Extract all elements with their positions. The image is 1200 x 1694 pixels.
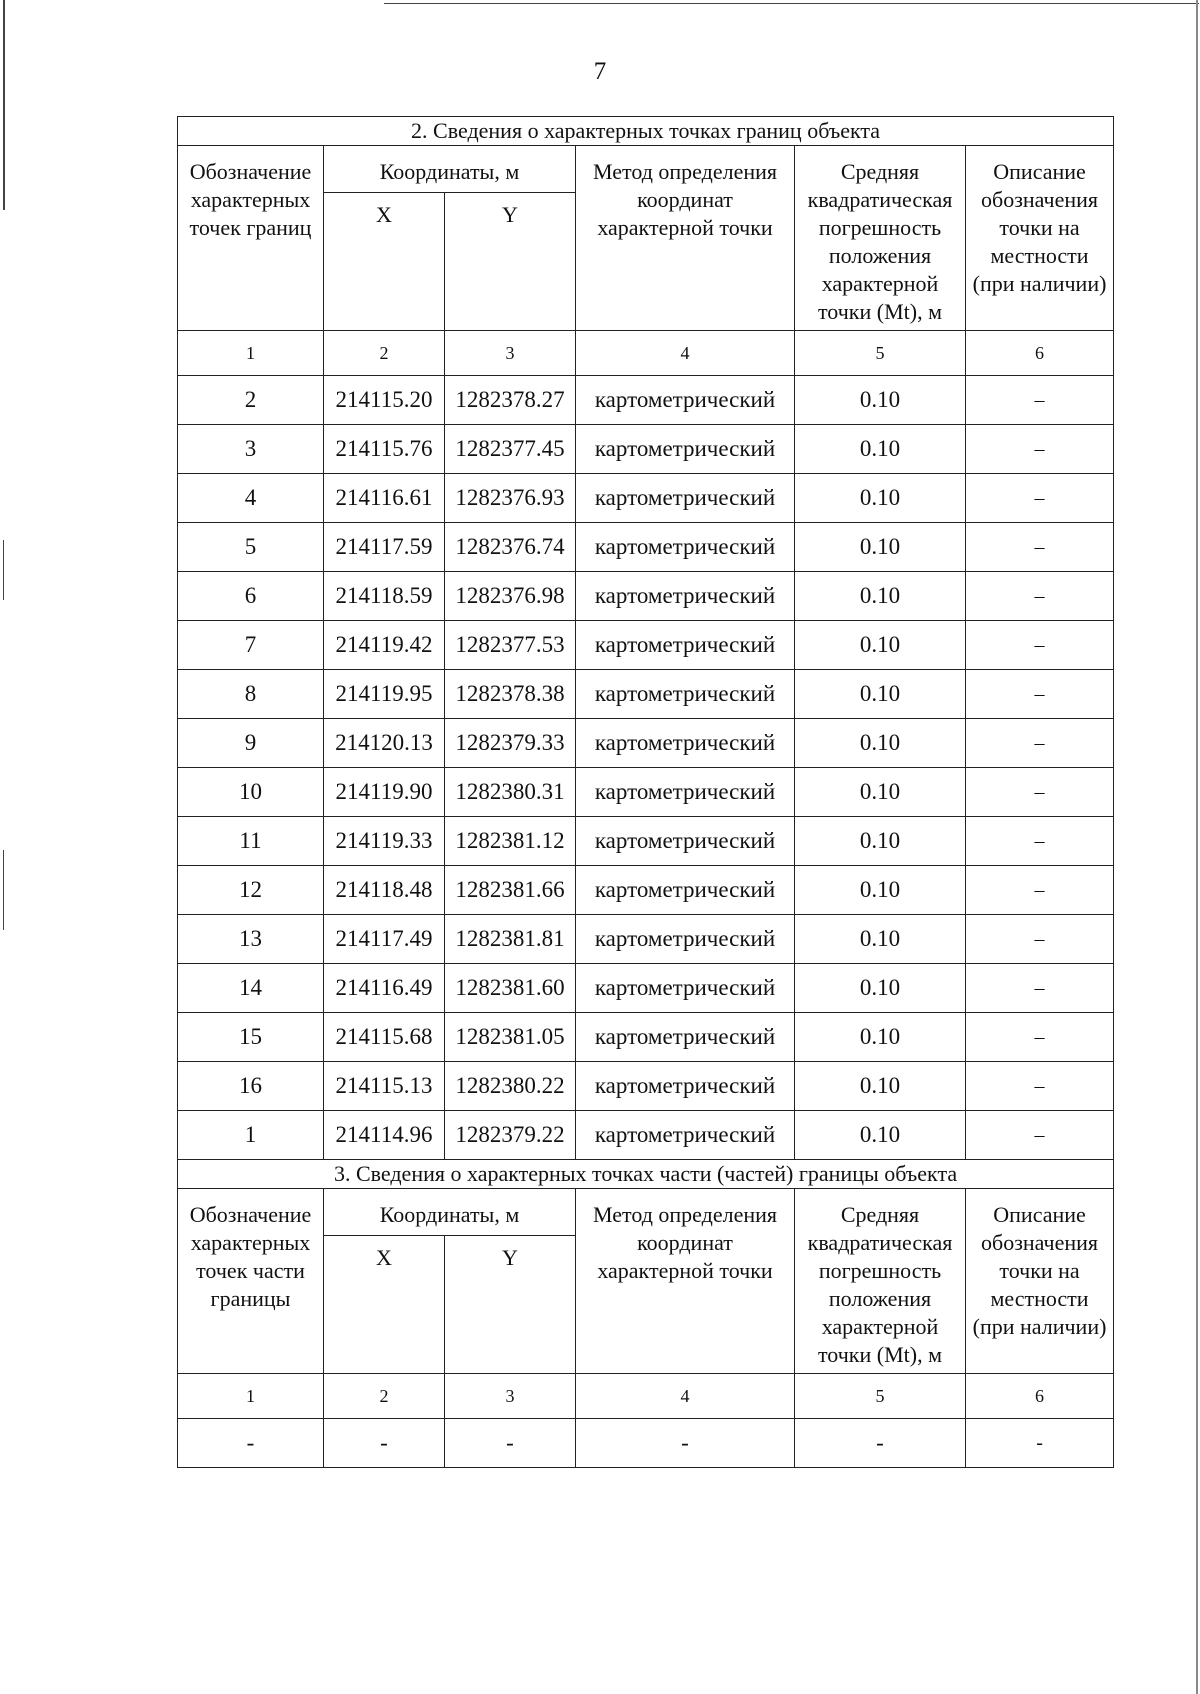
table-cell: 0.10 <box>795 621 966 670</box>
table-cell: 1282379.22 <box>445 1111 576 1160</box>
table-cell: 1282376.74 <box>445 523 576 572</box>
table-cell: – <box>966 1111 1114 1160</box>
table-cell: картометрический <box>576 964 795 1013</box>
table-cell: 0.10 <box>795 817 966 866</box>
table-cell: картометрический <box>576 425 795 474</box>
section3-header-method: Метод определения координат характерной точки <box>576 1189 795 1374</box>
table-cell: 214115.68 <box>324 1013 445 1062</box>
table-cell: картометрический <box>576 523 795 572</box>
table-cell: – <box>966 572 1114 621</box>
table-cell: 0.10 <box>795 768 966 817</box>
index-cell: 2 <box>324 1374 445 1419</box>
table-cell: картометрический <box>576 670 795 719</box>
table-cell: 16 <box>178 1062 324 1111</box>
table-cell: 0.10 <box>795 915 966 964</box>
index-cell: 3 <box>445 1374 576 1419</box>
table-cell: картометрический <box>576 1062 795 1111</box>
table-cell: 14 <box>178 964 324 1013</box>
page-number: 7 <box>593 58 607 85</box>
table-cell: 11 <box>178 817 324 866</box>
table-cell: 1282377.45 <box>445 425 576 474</box>
table-cell: – <box>966 915 1114 964</box>
table-cell: - <box>576 1419 795 1468</box>
section2-index-row <box>178 331 1114 376</box>
table-row <box>178 572 1114 621</box>
table-cell: 12 <box>178 866 324 915</box>
table-cell: – <box>966 621 1114 670</box>
table-cell: 214115.76 <box>324 425 445 474</box>
table-row <box>178 1419 1114 1468</box>
table-cell: картометрический <box>576 1111 795 1160</box>
section2-header-x: X <box>324 193 445 331</box>
section2-header-description: Описание обозначения точки на местности (при наличии) <box>966 146 1114 331</box>
index-cell: 6 <box>966 331 1114 376</box>
table-row <box>178 817 1114 866</box>
index-cell: 1 <box>178 1374 324 1419</box>
table-cell: 0.10 <box>795 670 966 719</box>
table-cell: картометрический <box>576 719 795 768</box>
table-cell: 0.10 <box>795 1013 966 1062</box>
section3-rows <box>178 1419 1114 1468</box>
table-cell: 214117.49 <box>324 915 445 964</box>
table-cell: 1282376.98 <box>445 572 576 621</box>
section2-rows <box>178 376 1114 1160</box>
table-cell: 214115.13 <box>324 1062 445 1111</box>
table-cell: 15 <box>178 1013 324 1062</box>
index-cell: 4 <box>576 1374 795 1419</box>
table-cell: 0.10 <box>795 523 966 572</box>
table-cell: 214119.33 <box>324 817 445 866</box>
table-cell: 214119.42 <box>324 621 445 670</box>
table-cell: – <box>966 817 1114 866</box>
table-cell: 0.10 <box>795 376 966 425</box>
table-cell: - <box>178 1419 324 1468</box>
table-row <box>178 719 1114 768</box>
section3-header-description: Описание обозначения точки на местности (при наличии) <box>966 1189 1114 1374</box>
section3-index-row <box>178 1374 1114 1419</box>
table-cell: 1282377.53 <box>445 621 576 670</box>
table-cell: 1282381.81 <box>445 915 576 964</box>
section3-header-coordinates: Координаты, м <box>324 1189 576 1236</box>
table-cell: - <box>445 1419 576 1468</box>
table-cell: – <box>966 670 1114 719</box>
table-cell: 1282381.60 <box>445 964 576 1013</box>
table-cell: 214118.59 <box>324 572 445 621</box>
table-cell: 3 <box>178 425 324 474</box>
table-row <box>178 523 1114 572</box>
table-cell: 0.10 <box>795 1111 966 1160</box>
table-cell: 214119.95 <box>324 670 445 719</box>
index-cell: 4 <box>576 331 795 376</box>
table-cell: 0.10 <box>795 719 966 768</box>
table-cell: 214117.59 <box>324 523 445 572</box>
scan-left-edge <box>3 0 5 210</box>
table-cell: - <box>795 1419 966 1468</box>
table-cell: 214118.48 <box>324 866 445 915</box>
table-cell: 5 <box>178 523 324 572</box>
table-cell: – <box>966 1062 1114 1111</box>
table-cell: картометрический <box>576 1013 795 1062</box>
table-cell: 13 <box>178 915 324 964</box>
table-cell: – <box>966 376 1114 425</box>
table-row <box>178 1062 1114 1111</box>
scan-right-edge <box>1196 0 1198 1694</box>
scan-left-edge-mark <box>3 850 4 930</box>
table-cell: картометрический <box>576 474 795 523</box>
table-row <box>178 915 1114 964</box>
table-cell: 1282381.12 <box>445 817 576 866</box>
table-row <box>178 474 1114 523</box>
table-cell: 4 <box>178 474 324 523</box>
table-cell: - <box>324 1419 445 1468</box>
table-cell: 1 <box>178 1111 324 1160</box>
table-cell: 214116.49 <box>324 964 445 1013</box>
table-row <box>178 425 1114 474</box>
index-cell: 1 <box>178 331 324 376</box>
section2-header-coordinates: Координаты, м <box>324 146 576 193</box>
section3-header-error: Средняя квадратическая погрешность положения характерной точки (Mt), м <box>795 1189 966 1374</box>
table-cell: 1282379.33 <box>445 719 576 768</box>
table-row <box>178 1013 1114 1062</box>
table-cell: 1282380.31 <box>445 768 576 817</box>
section2-header-designation: Обозначение характерных точек границ <box>178 146 324 331</box>
table-row <box>178 670 1114 719</box>
table-cell: 1282376.93 <box>445 474 576 523</box>
table-cell: – <box>966 719 1114 768</box>
table-cell: 2 <box>178 376 324 425</box>
table-cell: 0.10 <box>795 1062 966 1111</box>
table-cell: 6 <box>178 572 324 621</box>
table-cell: 0.10 <box>795 572 966 621</box>
table-cell: картометрический <box>576 768 795 817</box>
table-cell: – <box>966 768 1114 817</box>
table-row <box>178 866 1114 915</box>
table-cell: – <box>966 964 1114 1013</box>
table-cell: 214120.13 <box>324 719 445 768</box>
table-cell: – <box>966 523 1114 572</box>
table-cell: 9 <box>178 719 324 768</box>
table-cell: картометрический <box>576 817 795 866</box>
table-cell: картометрический <box>576 572 795 621</box>
table-row <box>178 376 1114 425</box>
table-cell: 214119.90 <box>324 768 445 817</box>
section2-header-error: Средняя квадратическая погрешность положения характерной точки (Mt), м <box>795 146 966 331</box>
table-cell: 0.10 <box>795 425 966 474</box>
table-cell: 10 <box>178 768 324 817</box>
table-cell: – <box>966 1013 1114 1062</box>
scan-left-edge-mark <box>3 540 4 600</box>
table-cell: картометрический <box>576 915 795 964</box>
table-cell: картометрический <box>576 866 795 915</box>
index-cell: 5 <box>795 331 966 376</box>
section3-title: 3. Сведения о характерных точках части (частей) границы объекта <box>178 1160 1114 1189</box>
table-cell: картометрический <box>576 376 795 425</box>
table-cell: 0.10 <box>795 474 966 523</box>
table-cell: – <box>966 425 1114 474</box>
section2-header-y: Y <box>445 193 576 331</box>
table-row <box>178 1111 1114 1160</box>
table-cell: картометрический <box>576 621 795 670</box>
table-cell: 214114.96 <box>324 1111 445 1160</box>
table-cell: 8 <box>178 670 324 719</box>
table-row <box>178 621 1114 670</box>
index-cell: 6 <box>966 1374 1114 1419</box>
index-cell: 5 <box>795 1374 966 1419</box>
section2-header-method: Метод определения координат характерной точки <box>576 146 795 331</box>
section2-title: 2. Сведения о характерных точках границ объекта <box>178 117 1114 146</box>
table-cell: 7 <box>178 621 324 670</box>
table-cell: – <box>966 866 1114 915</box>
table-cell: 1282380.22 <box>445 1062 576 1111</box>
table-cell: – <box>966 474 1114 523</box>
table-cell: 1282378.38 <box>445 670 576 719</box>
boundary-points-table <box>177 116 1114 1468</box>
table-cell: 214116.61 <box>324 474 445 523</box>
table-cell: - <box>966 1419 1114 1468</box>
index-cell: 2 <box>324 331 445 376</box>
scan-top-rule <box>384 3 1199 4</box>
table-cell: 0.10 <box>795 964 966 1013</box>
table-row <box>178 964 1114 1013</box>
table-cell: 0.10 <box>795 866 966 915</box>
table-cell: 1282381.05 <box>445 1013 576 1062</box>
section3-header-x: X <box>324 1236 445 1374</box>
table-cell: 1282378.27 <box>445 376 576 425</box>
section3-header-y: Y <box>445 1236 576 1374</box>
table-row <box>178 768 1114 817</box>
table-cell: 214115.20 <box>324 376 445 425</box>
index-cell: 3 <box>445 331 576 376</box>
section3-header-designation: Обозначение характерных точек части границы <box>178 1189 324 1374</box>
table-cell: 1282381.66 <box>445 866 576 915</box>
